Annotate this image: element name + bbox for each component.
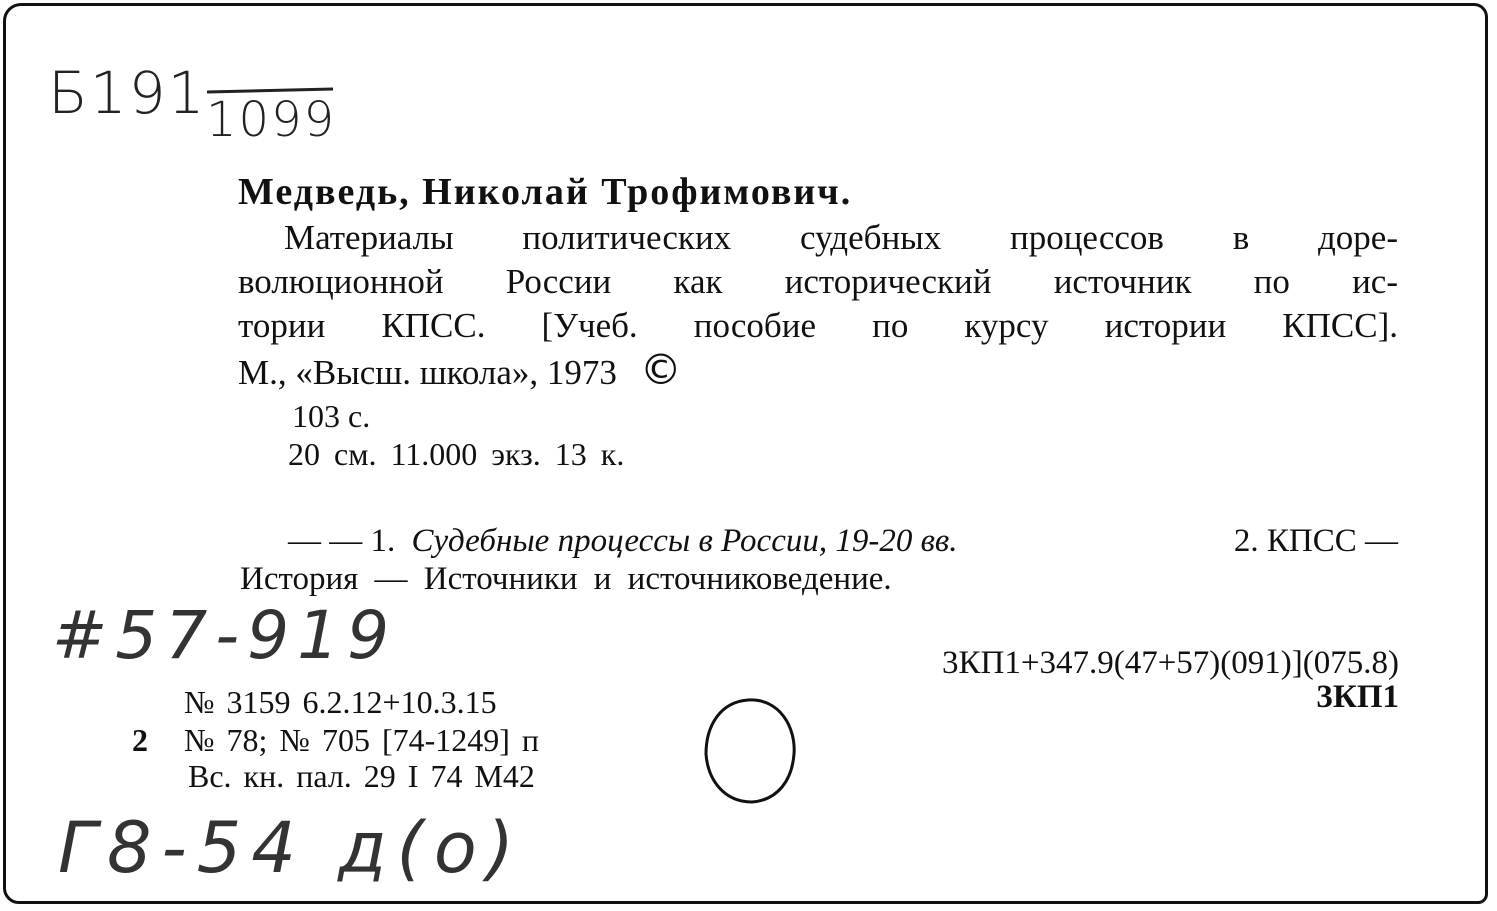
pages-line: 103 с.: [292, 398, 371, 434]
punch-hole: [700, 696, 800, 806]
catalog-line-3: Вс. кн. пал. 29 I 74 М42: [188, 758, 535, 794]
handwritten-shelf-mark: Г8-54 д(о): [58, 807, 524, 889]
subject-line-2: История — Источники и источниковедение.: [240, 561, 892, 597]
call-number-left: Б191: [48, 59, 207, 127]
subject-suffix: 2. КПСС —: [1233, 523, 1398, 559]
title-block: [238, 216, 1398, 395]
subject-line-1: [288, 522, 1398, 560]
classification-index: 3КП1+347.9(47+57)(091)](075.8): [942, 645, 1399, 681]
subject-prefix: — — 1.: [288, 523, 396, 559]
catalog-line-2: № 78; № 705 [74-1249] п: [184, 722, 540, 758]
publisher-line: М., «Высш. школа», 1973: [238, 353, 617, 392]
catalog-line-1: № 3159 6.2.12+10.3.15: [184, 684, 497, 720]
handwritten-inventory-number: #57-919: [52, 597, 398, 674]
title-line-2: волюционной России как исторический источник по ис-: [238, 262, 1398, 301]
title-line-1: Материалы политических судебных процессов в доре-: [284, 218, 1398, 257]
title-line-4: [238, 345, 1398, 395]
copyright-mark: ©: [639, 345, 682, 394]
call-number-right: 1099: [206, 92, 337, 148]
title-line-3: тории КПСС. [Учеб. пособие по курсу истории КПСС].: [238, 306, 1398, 345]
subject-heading-italic: Судебные процессы в России, 19-20 вв.: [411, 523, 958, 559]
catalog-line-2-number: 2: [132, 722, 148, 758]
classification-short: 3КП1: [1316, 679, 1399, 715]
physical-description: 20 см. 11.000 экз. 13 к.: [288, 436, 625, 472]
author-heading: Медведь, Николай Трофимович.: [238, 171, 853, 213]
